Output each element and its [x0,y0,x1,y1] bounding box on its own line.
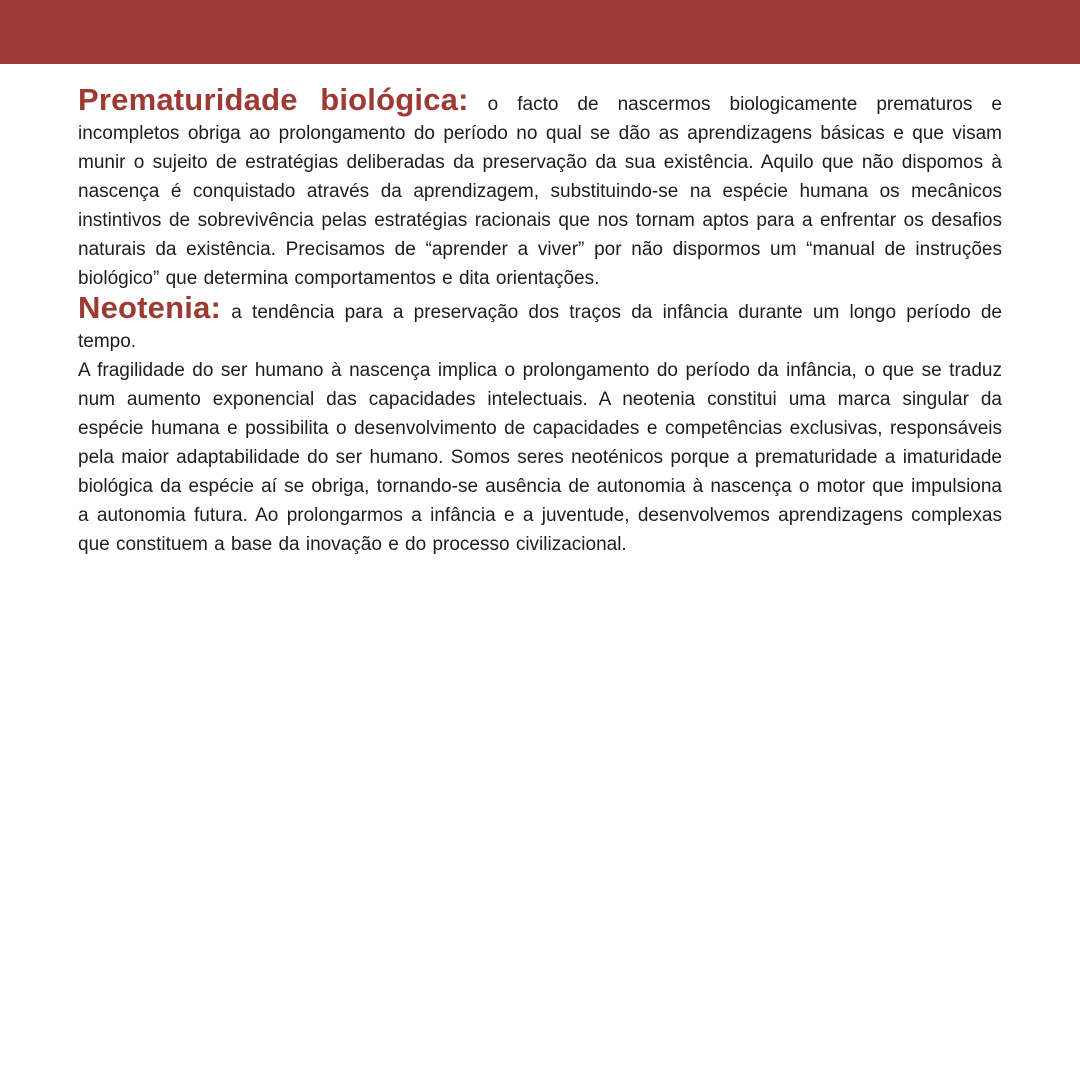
content-area [0,64,1080,559]
term-definition-prematuridade: o facto de nascermos biologicamente prematuros e incompletos obriga ao prolongamento do período no qual se dão as aprendizagens básicas e que visam munir o sujeito de estratégias deliberadas da preservação da sua existência. Aquilo que não dispomos à nascença é conquistado através da aprendizagem, substituindo-se na espécie humana os mecânicos instintivos de sobrevivência pelas estratégias racionais que nos tornam aptos para a enfrentar os desafios naturais da existência. Precisamos de “aprender a viver” por não dispormos um “manual de instruções biológico” que determina comportamentos e dita orientações. [78,94,1002,289]
paragraph-neotenia [78,290,1003,356]
term-heading-neotenia: Neotenia: [78,290,222,325]
header-bar [0,0,1080,64]
term-heading-prematuridade: Prematuridade biológica: [78,82,469,117]
body-text-fragilidade: A fragilidade do ser humano à nascença implica o prolongamento do período da infância, o que se traduz num aumento exponencial das capacidades intelectuais. A neotenia constitui uma marca singular da espécie humana e possibilita o desenvolvimento de capacidades e competências exclusivas, responsáveis pela maior adaptabilidade do ser humano. Somos seres neoténicos porque a prematuridade a imaturidade biológica da espécie aí se obriga, tornando-se ausência de autonomia à nascença o motor que impulsiona a autonomia futura. Ao prolongarmos a infância e a juventude, desenvolvemos aprendizagens complexas que constituem a base da inovação e do processo civilizacional. [78,360,1002,555]
paragraph-fragilidade [78,356,1002,559]
term-definition-neotenia: a tendência para a preservação dos traços da infância durante um longo período de tempo. [78,302,1003,352]
paragraph-prematuridade [78,82,1002,293]
